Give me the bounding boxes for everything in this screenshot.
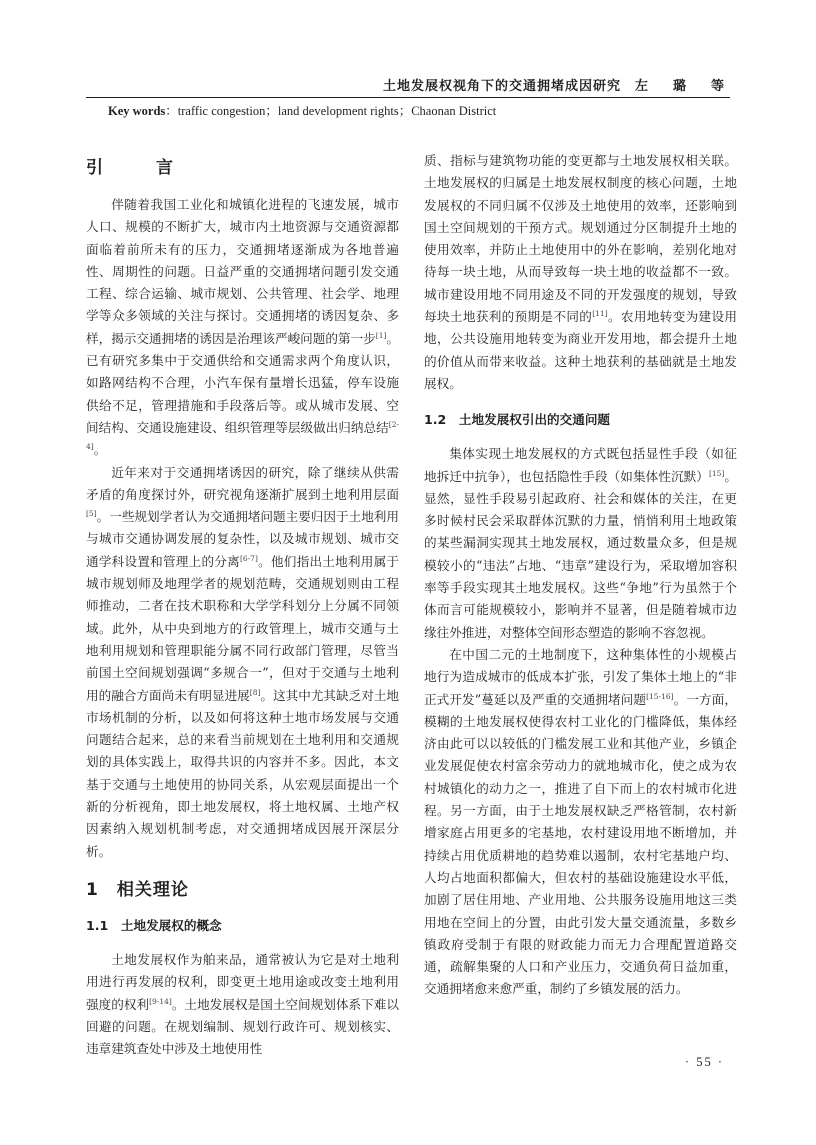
page-number: · 55 · bbox=[684, 1055, 724, 1069]
sub1-paragraph-1 bbox=[86, 949, 399, 1060]
citation-ref: [5] bbox=[86, 509, 97, 519]
running-head-author: 左 璐 等 bbox=[634, 79, 730, 94]
intro-paragraph-2 bbox=[86, 462, 399, 863]
intro-p2-text-a: 近年来对于交通拥堵诱因的研究，除了继续从供需矛盾的角度探讨外，研究视角逐渐扩展到土地利用层面 bbox=[86, 464, 399, 502]
sub2-p2-text-a: 在中国二元的土地制度下，这种集体性的小规模占地行为造成城市的低成本扩张，引发了集体土地上的“非正式开发”蔓延以及严重的交通拥堵问题 bbox=[424, 646, 737, 707]
subsection-1-1-heading: 1.1 土地发展权的概念 bbox=[86, 917, 222, 933]
sub1-p1-cont-text-b: 。农用地转变为建设用地，公共设施用地转变为商业开发用地，都会提升土地的价值从而带来收益。这种土地获利的基础就是土地发展权。 bbox=[424, 309, 738, 391]
intro-p1-text-b: 。已有研究多集中于交通供给和交通需求两个角度认识，如路网结构不合理，小汽车保有量增长迅猛，停车设施供给不足，管理措施和手段落后等。或从城市发展、空间结构、交通设施建设、组织管理等层级做出归纳总结 bbox=[86, 330, 400, 435]
sub1-p1-cont-text-a: 质、指标与建筑物功能的变更都与土地发展权相关联。土地发展权的归属是土地发展权制度的核心问题，土地发展权的不同归属不仅涉及土地使用的效率，还影响到国土空间规划的干预方式。规划通过分区制提升土地的使用效率，并防止土地使用中的外在影响，差别化地对待每一块土地，从而导致每一块土地的收益都不一致。城市建设用地不同用途及不同的开发强度的规划，导致每块土地获利的预期是不同的 bbox=[424, 153, 737, 325]
citation-ref: [15-16] bbox=[646, 691, 674, 701]
intro-p1-text-c: 。 bbox=[93, 442, 107, 458]
section-1-heading: 1 相关理论 bbox=[86, 879, 189, 900]
left-column bbox=[86, 150, 399, 1060]
citation-ref: [9-14] bbox=[149, 996, 172, 1006]
header-rule bbox=[86, 97, 730, 98]
subsection-1-2-heading: 1.2 土地发展权引出的交通问题 bbox=[424, 412, 611, 428]
sub2-p1-text-a: 集体实现土地发展权的方式既包括显性手段（如征地拆迁中抗争），也包括隐性手段（如集体性沉默） bbox=[424, 446, 737, 484]
citation-ref: [6-7] bbox=[239, 553, 258, 563]
intro-p2-text-b: 。一些规划学者认为交通拥堵问题主要归因于土地利用与城市交通协调发展的复杂性，以及城市规划、城市交通学科设置和管理上的分离 bbox=[86, 509, 399, 569]
citation-ref: [1] bbox=[375, 330, 387, 340]
intro-paragraph-1 bbox=[86, 194, 399, 462]
citation-ref: [11] bbox=[592, 309, 608, 319]
sub2-p2-text-b: 。一方面，模糊的土地发展权使得农村工业化的门槛降低，集体经济由此可以以较低的门槛发展工业和其他产业，乡镇企业发展促使农村富余劳动力的就地城市化，使之成为农村城镇化的动力之一，推进了自下而上的农村城市化进程。另一方面，由于土地发展权缺乏严格管制，农村新增家庭占用更多的宅基地，农村建设用地不断增加，并持续占用优质耕地的趋势难以遏制，农村宅基地户均、人均占地面积都偏大，但农村的基础设施建设水平低，加剧了居住用地、产业用地、公共服务设施用地这三类用地在空间上的分置，由此引发大量交通流量，多数乡镇政府受制于有限的财政能力而无力合理配置道路交通，疏解集聚的人口和产业压力，交通负荷日益加重，交通拥堵愈来愈严重，制约了乡镇发展的活力。 bbox=[424, 691, 737, 997]
intro-p2-text-d: 。这其中尤其缺乏对土地市场机制的分析，以及如何将这种土地市场发展与交通问题结合起来，总的来看当前规划在土地利用和交通规划的具体实践上，取得共识的内容并不多。因此，本文基于交通与土地使用的协同关系，从宏观层面提出一个新的分析视角，即土地发展权，将土地权属、土地产权因素纳入规划机制考虑，对交通拥堵成因展开深层分析。 bbox=[86, 687, 400, 859]
citation-ref: [8] bbox=[249, 687, 261, 697]
keywords-line bbox=[108, 101, 496, 119]
citation-ref: [2-4] bbox=[86, 419, 399, 452]
running-head bbox=[383, 75, 730, 94]
sub1-p1-text-a: 土地发展权作为舶来品，通常被认为它是对土地利用进行再发展的权利，即变更土地用途或改变土地利用强度的权利 bbox=[86, 951, 399, 1012]
introduction-heading: 引 言 bbox=[86, 158, 191, 178]
keywords-label: Key words bbox=[108, 104, 166, 118]
sub1-p1-text-b: 。土地发展权是国土空间规划体系下难以回避的问题。在规划编制、规划行政许可、规划核实、违章建筑查处中涉及土地使用性 bbox=[86, 996, 400, 1057]
running-head-title: 土地发展权视角下的交通拥堵成因研究 bbox=[382, 79, 621, 94]
citation-ref: [15] bbox=[708, 468, 725, 478]
right-column bbox=[424, 150, 737, 1001]
intro-p1-text-a: 伴随着我国工业化和城镇化进程的飞速发展，城市人口、规模的不断扩大，城市内土地资源与交通资源都面临着前所未有的压力，交通拥堵逐渐成为各地普遍性、周期性的问题。日益严重的交通拥堵问题引发交通工程、综合运输、城市规划、公共管理、社会学、地理学等众多领域的关注与探讨。交通拥堵的诱因复杂、多样，揭示交通拥堵的诱因是治理该严峻问题的第一步 bbox=[86, 197, 399, 346]
sub2-p1-text-b: 。显然，显性手段易引起政府、社会和媒体的关注，在更多时候村民会采取群体沉默的力量，悄悄利用土地政策的某些漏洞实现其土地发展权，通过数量众多，但是规模较小的“违法”占地、“违章”建设行为，采取增加容积率等手段实现其土地发展权。这些“争地”行为虽然于个体而言可能规模较小，影响并不显著，但是随着城市边缘往外推进，对整体空间形态塑造的影响不容忽视。 bbox=[424, 468, 738, 640]
sub2-paragraph-1 bbox=[424, 443, 737, 644]
keywords-text: ：traffic congestion；land development rights；Chaonan District bbox=[165, 104, 497, 118]
sub1-paragraph-1-continued bbox=[424, 150, 737, 395]
intro-p2-text-c: 。他们指出土地利用属于城市规划师及地理学者的规划范畴，交通规划则由工程师推动，二者在技术职称和大学学科划分上分属不同领域。此外，从中央到地方的行政管理上，城市交通与土地利用规划和管理职能分属不同行政部门管理，尽管当前国土空间规划强调“多规合一”，但对于交通与土地利用的融合方面尚未有明显进展 bbox=[86, 553, 400, 703]
sub2-paragraph-2 bbox=[424, 644, 737, 1001]
